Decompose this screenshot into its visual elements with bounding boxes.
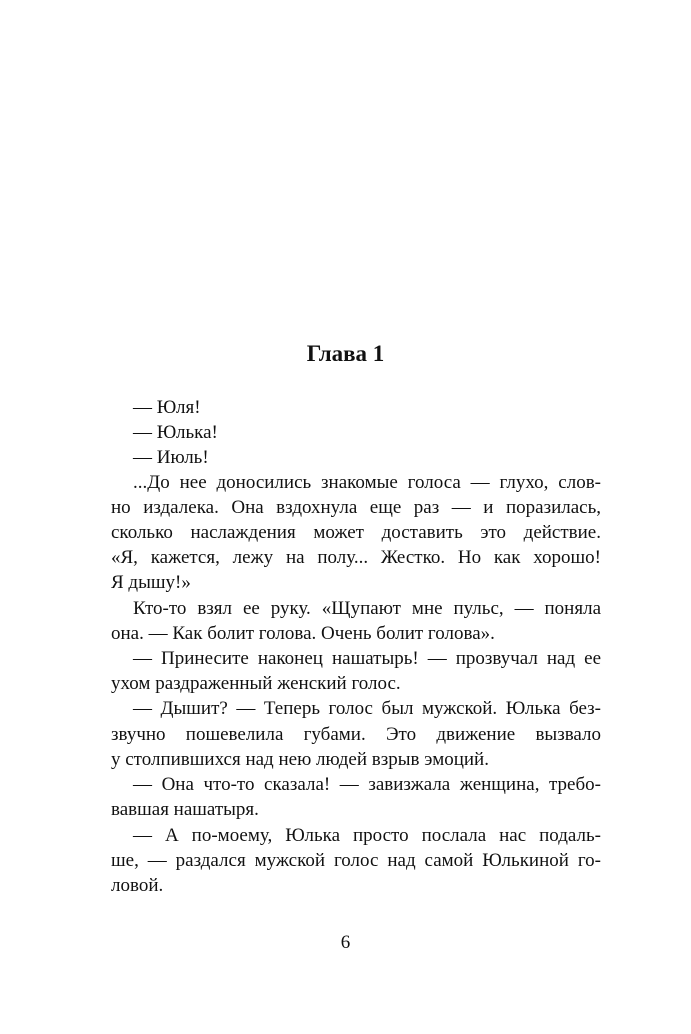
text-line: «Я, кажется, лежу на полу... Жестко. Но как хорошо! bbox=[111, 547, 601, 568]
text-line: ловой. bbox=[111, 875, 164, 896]
text-line: Я дышу!» bbox=[111, 572, 191, 593]
text-line: — А по-моему, Юлька просто послала нас подаль- bbox=[133, 825, 601, 846]
text-line: она. — Как болит голова. Очень болит голова». bbox=[111, 623, 495, 644]
text-line: Кто-то взял ее руку. «Щупают мне пульс, — поняла bbox=[133, 598, 601, 619]
text-line: — Юля! bbox=[133, 397, 201, 418]
text-line: ...До нее доносились знакомые голоса — глухо, слов- bbox=[133, 472, 601, 493]
text-line: — Принесите наконец нашатырь! — прозвучал над ее bbox=[133, 648, 601, 669]
chapter-title: Глава 1 bbox=[306, 341, 385, 366]
text-line: — Июль! bbox=[133, 447, 209, 468]
text-line: — Дышит? — Теперь голос был мужской. Юлька без- bbox=[133, 698, 601, 719]
text-line: — Она что-то сказала! — завизжала женщина, требо- bbox=[133, 774, 601, 795]
text-line: но издалека. Она вздохнула еще раз — и поразилась, bbox=[111, 497, 601, 518]
text-line: звучно пошевелила губами. Это движение вызвало bbox=[111, 724, 601, 745]
text-line: вавшая нашатыря. bbox=[111, 799, 259, 820]
text-line: ше, — раздался мужской голос над самой Юлькиной го- bbox=[111, 850, 601, 871]
page-number: 6 bbox=[340, 932, 351, 953]
text-line: ухом раздраженный женский голос. bbox=[111, 673, 401, 694]
text-line: сколько наслаждения может доставить это действие. bbox=[111, 522, 601, 543]
text-line: — Юлька! bbox=[133, 422, 218, 443]
text-line: у столпившихся над нею людей взрыв эмоций. bbox=[111, 749, 489, 770]
